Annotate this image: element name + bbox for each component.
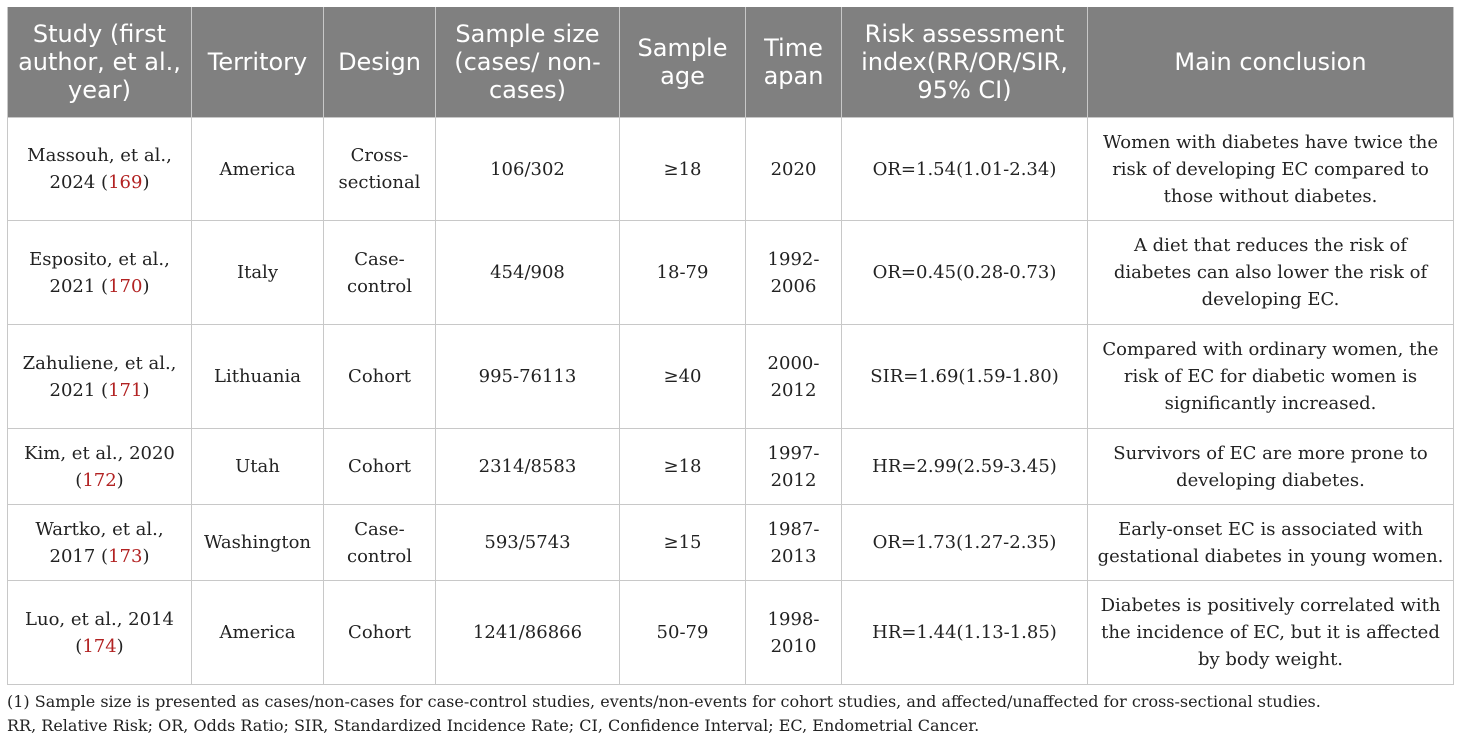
header-sample-age: Sample age — [620, 7, 746, 118]
study-cell: Massouh, et al., 2024 (169) — [8, 118, 192, 221]
design-cell: Cohort — [324, 581, 436, 685]
table-footnotes — [7, 690, 1453, 738]
sample-size-cell: 593/5743 — [436, 505, 620, 581]
sample-size-cell: 995-76113 — [436, 325, 620, 429]
territory-cell: America — [192, 118, 324, 221]
territory-cell: America — [192, 581, 324, 685]
reference-link[interactable]: 174 — [82, 635, 117, 657]
risk-index-cell: OR=1.73(1.27-2.35) — [842, 505, 1088, 581]
table-row — [8, 325, 1454, 429]
design-cell: Cohort — [324, 429, 436, 505]
design-cell: Case-control — [324, 505, 436, 581]
time-span-cell: 2020 — [746, 118, 842, 221]
time-span-cell: 1992-2006 — [746, 221, 842, 325]
conclusion-cell: Women with diabetes have twice the risk of developing EC compared to those without diabetes. — [1088, 118, 1454, 221]
header-row — [8, 7, 1454, 118]
header-sample-size: Sample size (cases/ non-cases) — [436, 7, 620, 118]
time-span-cell: 1998-2010 — [746, 581, 842, 685]
design-cell: Cross-sectional — [324, 118, 436, 221]
study-cell: Wartko, et al., 2017 (173) — [8, 505, 192, 581]
conclusion-cell: Diabetes is positively correlated with the incidence of EC, but it is affected by body weight. — [1088, 581, 1454, 685]
reference-link[interactable]: 173 — [108, 545, 143, 567]
design-cell: Case-control — [324, 221, 436, 325]
conclusion-cell: Early-onset EC is associated with gestational diabetes in young women. — [1088, 505, 1454, 581]
study-cell: Esposito, et al., 2021 (170) — [8, 221, 192, 325]
territory-cell: Washington — [192, 505, 324, 581]
territory-cell: Italy — [192, 221, 324, 325]
footnote-sample-size: (1) Sample size is presented as cases/non-cases for case-control studies, events/non-events for cohort studies, and affected/unaffected for cross-sectional studies. — [7, 692, 1321, 711]
header-main-conclusion: Main conclusion — [1088, 7, 1454, 118]
sample-size-cell: 106/302 — [436, 118, 620, 221]
study-cell: Luo, et al., 2014 (174) — [8, 581, 192, 685]
reference-link[interactable]: 170 — [108, 275, 143, 297]
sample-size-cell: 2314/8583 — [436, 429, 620, 505]
table-row — [8, 429, 1454, 505]
studies-table — [7, 7, 1454, 685]
territory-cell: Lithuania — [192, 325, 324, 429]
table-row — [8, 505, 1454, 581]
risk-index-cell: HR=2.99(2.59-3.45) — [842, 429, 1088, 505]
sample-size-cell: 1241/86866 — [436, 581, 620, 685]
study-cell: Zahuliene, et al., 2021 (171) — [8, 325, 192, 429]
study-cell: Kim, et al., 2020 (172) — [8, 429, 192, 505]
sample-age-cell: 18-79 — [620, 221, 746, 325]
header-time-span: Time apan — [746, 7, 842, 118]
header-design: Design — [324, 7, 436, 118]
header-risk-index: Risk assessment index(RR/OR/SIR, 95% CI) — [842, 7, 1088, 118]
table-row — [8, 581, 1454, 685]
time-span-cell: 2000-2012 — [746, 325, 842, 429]
risk-index-cell: OR=1.54(1.01-2.34) — [842, 118, 1088, 221]
conclusion-cell: Survivors of EC are more prone to developing diabetes. — [1088, 429, 1454, 505]
sample-age-cell: ≥15 — [620, 505, 746, 581]
design-cell: Cohort — [324, 325, 436, 429]
reference-link[interactable]: 171 — [108, 379, 143, 401]
risk-index-cell: OR=0.45(0.28-0.73) — [842, 221, 1088, 325]
footnote-abbreviations: RR, Relative Risk; OR, Odds Ratio; SIR, Standardized Incidence Rate; CI, Confidence Interval; EC, Endometrial Cancer. — [7, 716, 980, 735]
header-territory: Territory — [192, 7, 324, 118]
conclusion-cell: Compared with ordinary women, the risk of EC for diabetic women is significantly increased. — [1088, 325, 1454, 429]
table-container — [7, 7, 1453, 685]
time-span-cell: 1987-2013 — [746, 505, 842, 581]
risk-index-cell: HR=1.44(1.13-1.85) — [842, 581, 1088, 685]
risk-index-cell: SIR=1.69(1.59-1.80) — [842, 325, 1088, 429]
time-span-cell: 1997-2012 — [746, 429, 842, 505]
territory-cell: Utah — [192, 429, 324, 505]
sample-age-cell: ≥18 — [620, 429, 746, 505]
table-row — [8, 221, 1454, 325]
sample-age-cell: 50-79 — [620, 581, 746, 685]
table-row — [8, 118, 1454, 221]
reference-link[interactable]: 172 — [82, 469, 117, 491]
header-study: Study (first author, et al., year) — [8, 7, 192, 118]
sample-size-cell: 454/908 — [436, 221, 620, 325]
sample-age-cell: ≥40 — [620, 325, 746, 429]
conclusion-cell: A diet that reduces the risk of diabetes can also lower the risk of developing EC. — [1088, 221, 1454, 325]
sample-age-cell: ≥18 — [620, 118, 746, 221]
reference-link[interactable]: 169 — [108, 172, 143, 193]
